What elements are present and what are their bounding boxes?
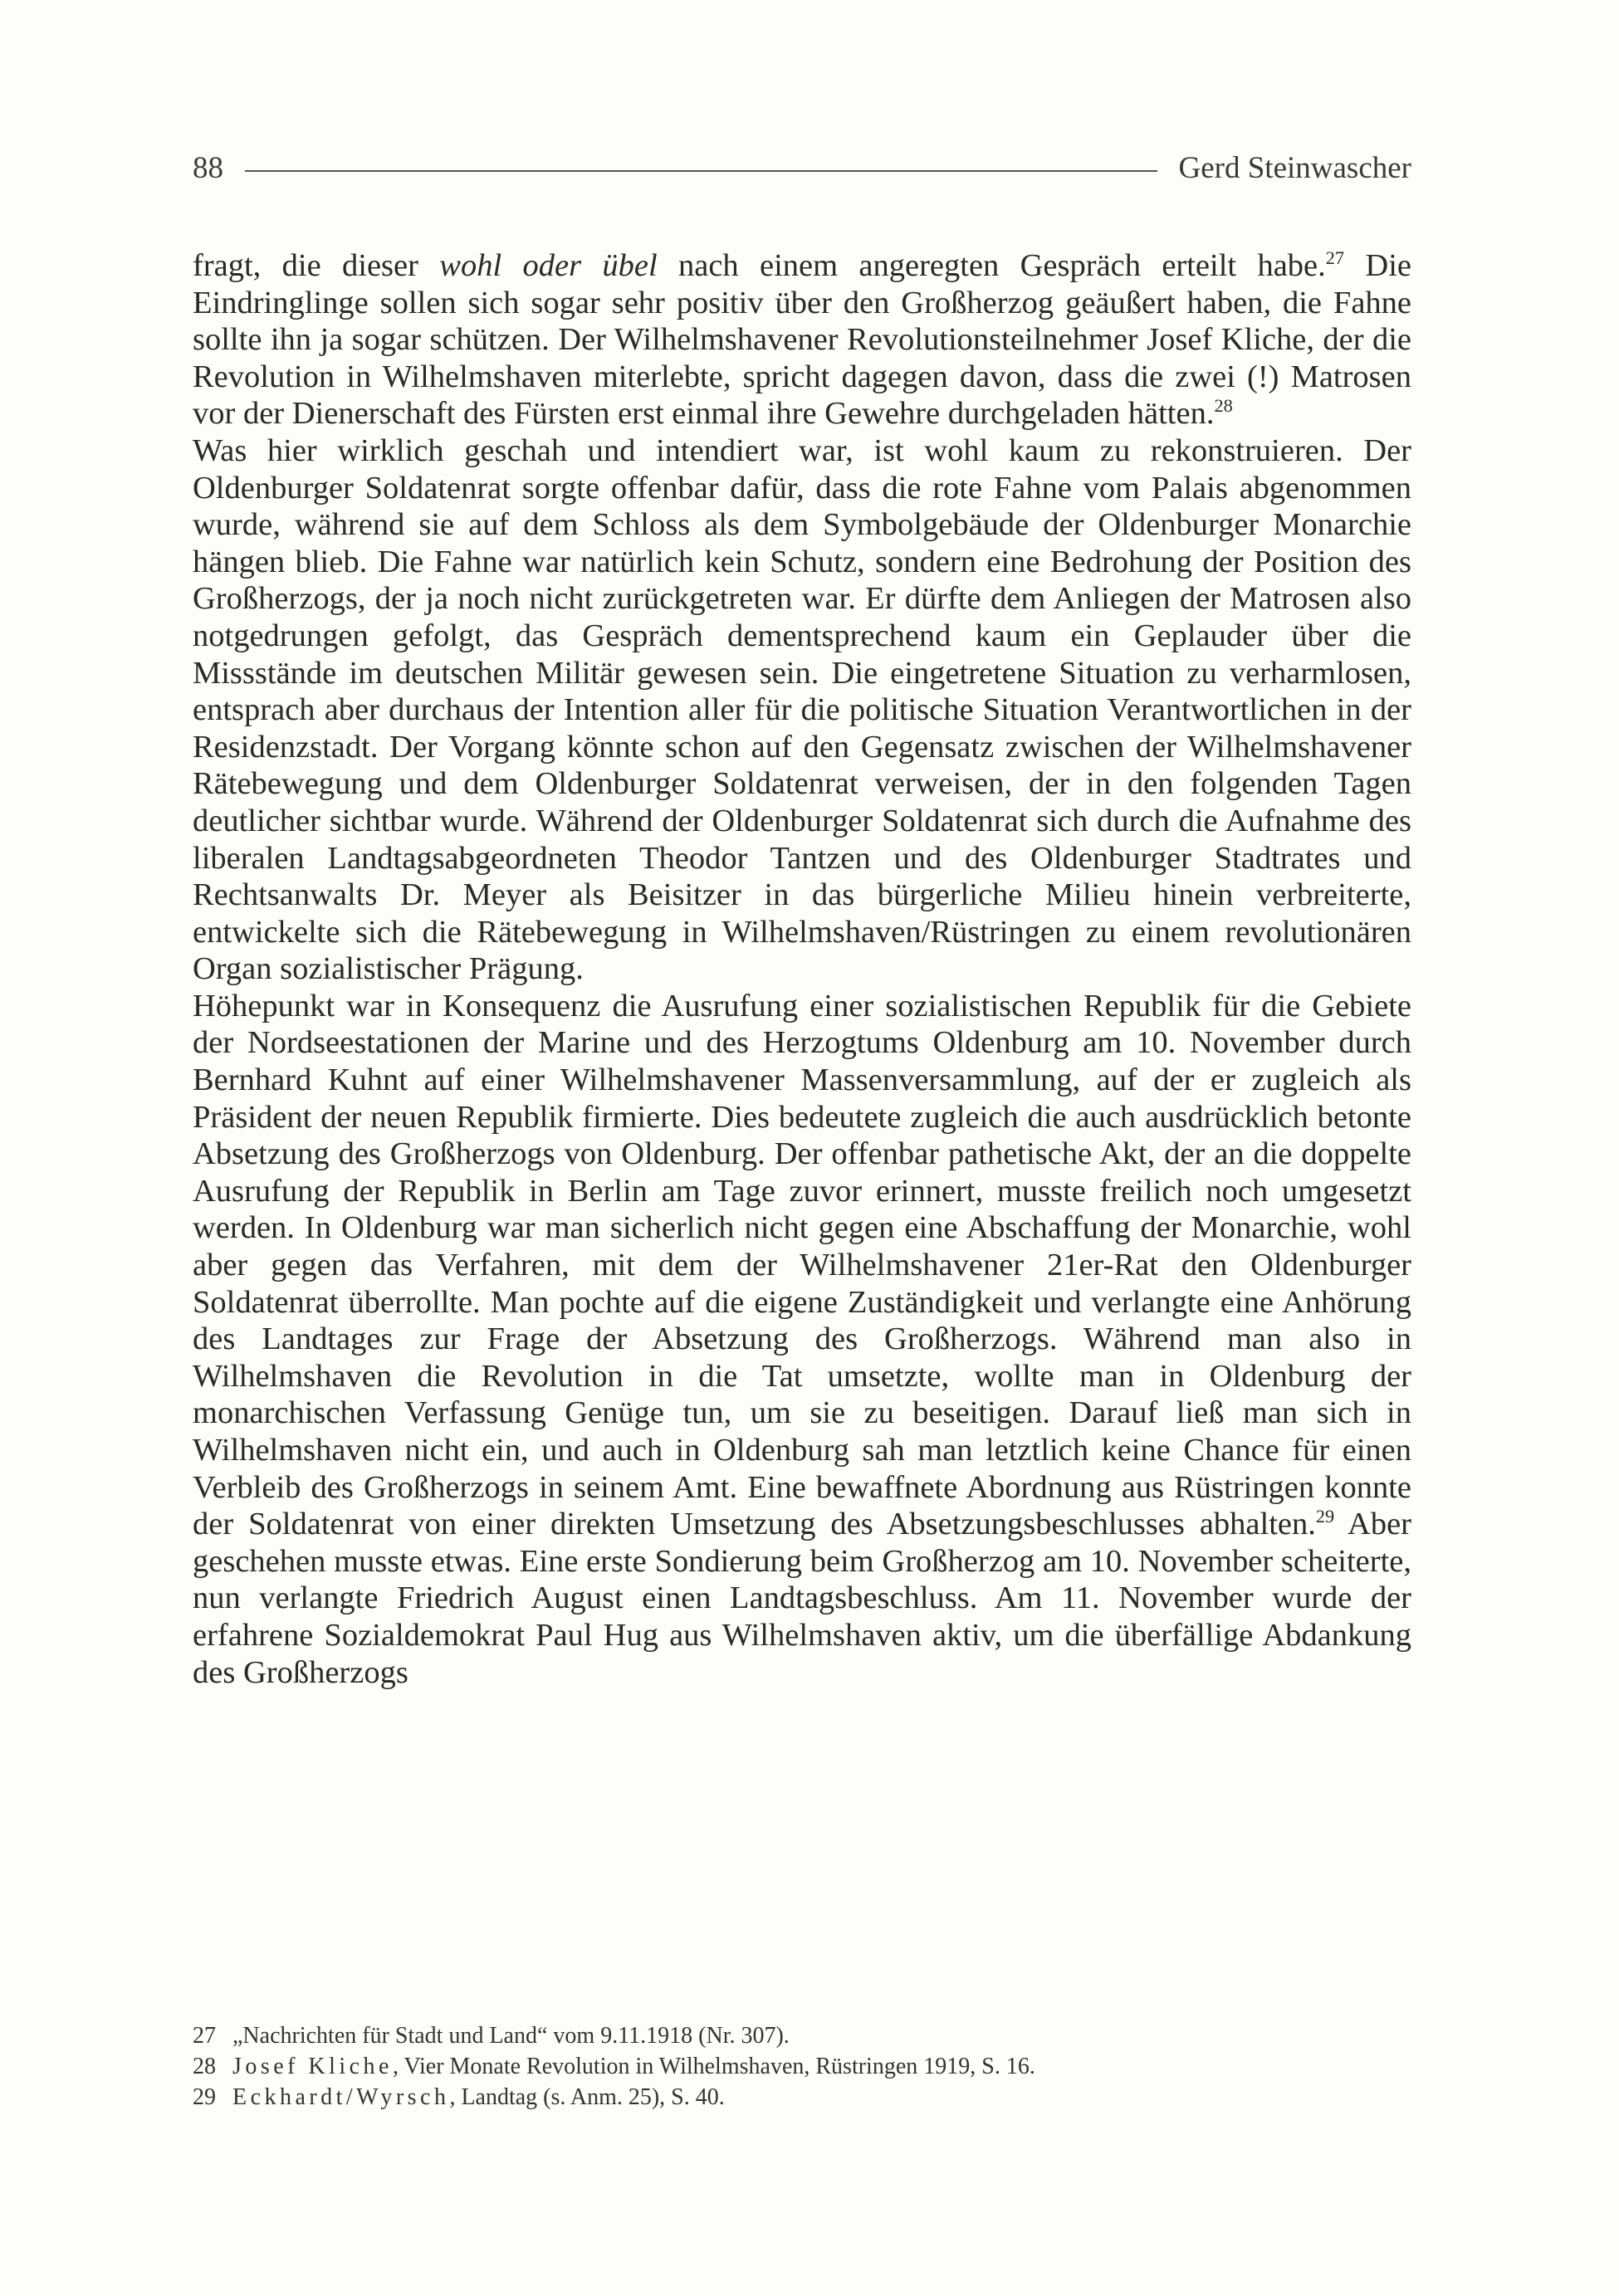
footnote-author: Josef Kliche [232,2054,393,2079]
paragraph-3-text-a: Höhepunkt war in Konsequenz die Ausrufung einer sozialistischen Republik für die Gebiete der Nordseestationen der Marine und des Herzogtums Oldenburg am 10. November durch Bernhard Kuhnt auf einer Wilhelmshavener Massenversammlung, auf der er zugleich als Präsident der neuen Republik firmierte. Dies bedeutete zugleich die auch ausdrücklich betonte Absetzung des Großherzogs von Oldenburg. Der offenbar pathetische Akt, der an die doppelte Ausrufung der Republik in Berlin am Tage zuvor erinnert, musste freilich noch umgesetzt werden. In Oldenburg war man sicherlich nicht gegen eine Abschaffung der Monarchie, wohl aber gegen das Verfahren, mit dem der Wilhelmshavener 21er-Rat den Oldenburger Soldatenrat überrollte. Man pochte auf die eigene Zuständigkeit und verlangte eine Anhörung des Landtages zur Frage der Absetzung des Großherzogs. Während man also in Wilhelmshaven die Revolution in die Tat umsetzte, wollte man in Oldenburg der monarchischen Verfassung Genüge tun, um sie zu beseitigen. Darauf ließ man sich in Wilhelmshaven nicht ein, und auch in Oldenburg sah man letztlich keine Chance für einen Verbleib des Großherzogs in seinem Amt. Eine bewaffnete Abordnung aus Rüstringen konnte der Soldatenrat von einer direkten Umsetzung des Absetzungsbeschlusses abhalten. [193,988,1411,1542]
footnote-number: 28 [193,2054,216,2079]
body-text [193,247,1411,1691]
footnote-author: Eckhardt/Wyrsch [232,2084,450,2110]
paragraph-1 [193,247,1411,432]
footnote-text [232,2051,1035,2082]
footnote-ref-27: 27 [1325,247,1345,269]
paragraph-1-text-c: Die Eindringlinge sollen sich sogar sehr positiv über den Großherzog geäußert haben, die Fahne sollte ihn ja sogar schützen. Der Wilhelmshavener Revolutionsteilnehmer Josef Kliche, der die Revolution in Wilhelmshaven miterlebte, spricht dagegen davon, dass die zwei (!) Matrosen vor der Dienerschaft des Fürsten erst einmal ihre Gewehre durchgeladen hätten. [193,248,1411,432]
footnote-number: 27 [193,2023,216,2049]
emphasis-wohl-oder-uebel: wohl oder übel [439,248,658,283]
footnote-29 [193,2082,1411,2113]
paragraph-1-text-a: fragt, die dieser [193,248,440,283]
running-head-author: Gerd Steinwascher [1178,150,1411,185]
page-header [193,143,1411,193]
paragraph-3-text-b: Aber geschehen musste etwas. Eine erste Sondierung beim Großherzog am 10. November scheiterte, nun verlangte Friedrich August einen Landtagsbeschluss. Am 11. November wurde der erfahrene Sozialdemokrat Paul Hug aus Wilhelmshaven aktiv, um die überfällige Abdankung des Großherzogs [193,1507,1411,1690]
footnotes [193,2020,1411,2113]
footnote-28 [193,2051,1411,2082]
footnote-ref-28: 28 [1214,395,1233,417]
paragraph-3 [193,988,1411,1691]
footnote-text [232,2082,725,2113]
footnote-27 [193,2020,1411,2051]
footnote-text: „Nachrichten für Stadt und Land“ vom 9.11.1918 (Nr. 307). [232,2023,790,2049]
paragraph-1-text-b: nach einem angeregten Gespräch erteilt habe. [657,248,1326,283]
footnote-citation: , Landtag (s. Anm. 25), S. 40. [449,2084,725,2110]
footnote-ref-29: 29 [1315,1506,1335,1527]
footnote-citation: , Vier Monate Revolution in Wilhelmshaven, Rüstringen 1919, S. 16. [392,2054,1035,2079]
page-number: 88 [193,150,223,185]
header-rule [245,170,1157,172]
paragraph-2: Was hier wirklich geschah und intendiert war, ist wohl kaum zu rekonstruieren. Der Oldenburger Soldatenrat sorgte offenbar dafür, dass die rote Fahne vom Palais abgenommen wurde, während sie auf dem Schloss als dem Symbolgebäude der Oldenburger Monarchie hängen blieb. Die Fahne war natürlich kein Schutz, sondern eine Bedrohung der Position des Großherzogs, der ja noch nicht zurückgetreten war. Er dürfte dem Anliegen der Matrosen also notgedrungen gefolgt, das Gespräch dementsprechend kaum ein Geplauder über die Missstände im deutschen Militär gewesen sein. Die eingetretene Situation zu verharmlosen, entsprach aber durchaus der Intention aller für die politische Situation Verantwortlichen in der Residenzstadt. Der Vorgang könnte schon auf den Gegensatz zwischen der Wilhelmshavener Rätebewegung und dem Oldenburger Soldatenrat verweisen, der in den folgenden Tagen deutlicher sichtbar wurde. Während der Oldenburger Soldatenrat sich durch die Aufnahme des liberalen Landtagsabgeordneten Theodor Tantzen und des Oldenburger Stadtrates und Rechtsanwalts Dr. Meyer als Beisitzer in das bürgerliche Milieu hinein verbreiterte, entwickelte sich die Rätebewegung in Wilhelmshaven/Rüstringen zu einem revolutionären Organ sozialistischer Prägung. [193,432,1411,987]
footnote-number: 29 [193,2084,216,2110]
